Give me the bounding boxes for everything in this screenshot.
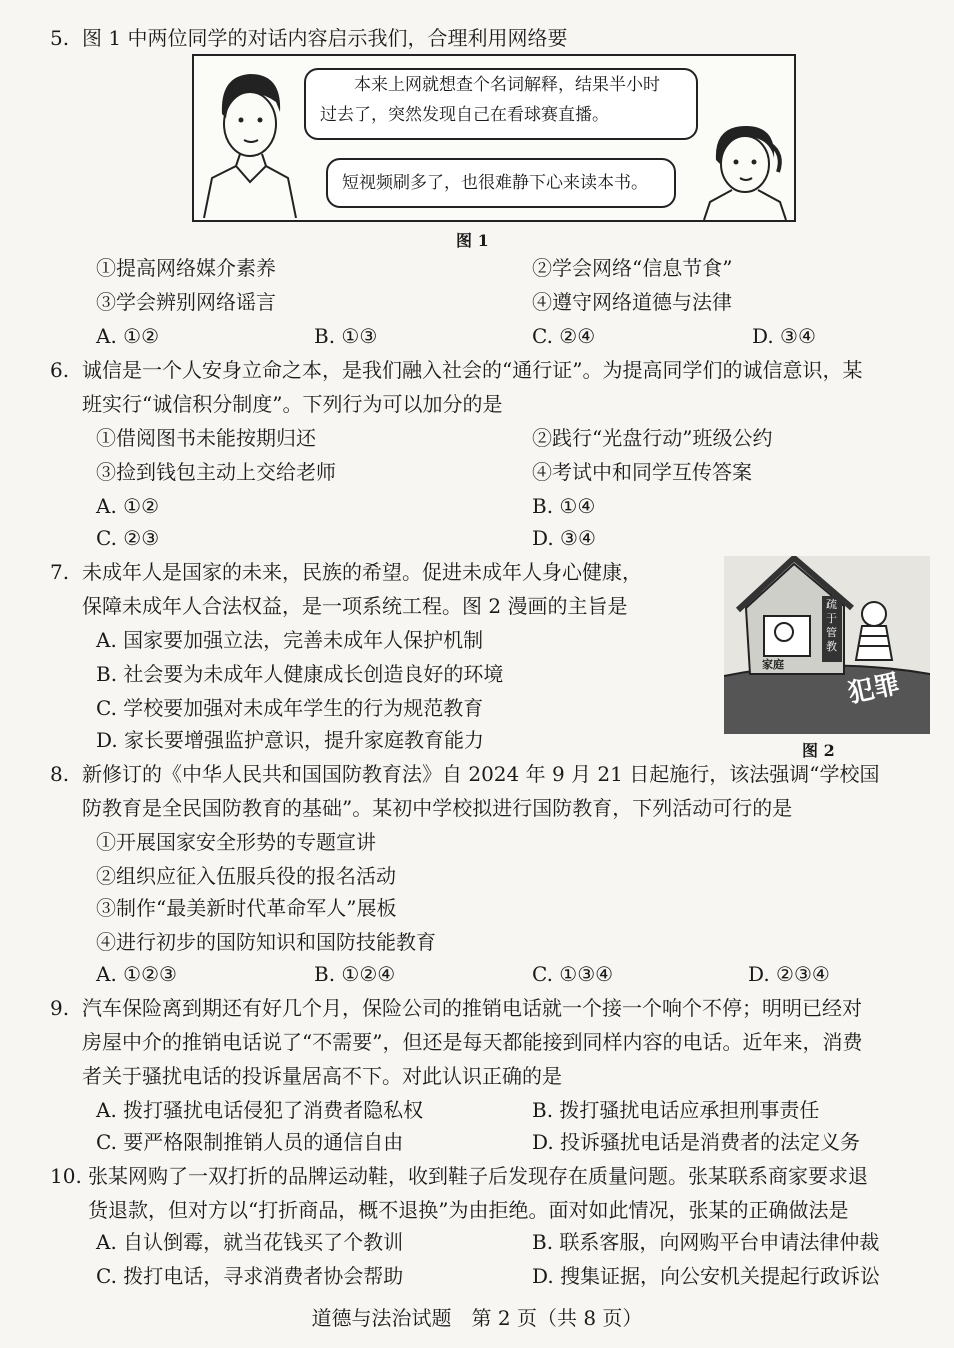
q6-item-3: ③捡到钱包主动上交给老师	[96, 460, 336, 484]
q10-option-b[interactable]: B. 联系客服，向网购平台申请法律仲裁	[532, 1230, 880, 1254]
q8-number: 8.	[50, 762, 70, 786]
q6-number: 6.	[50, 358, 70, 382]
q5-item-1: ①提高网络媒介素养	[96, 256, 276, 280]
q5-item-4: ④遵守网络道德与法律	[532, 290, 732, 314]
q9-stem-line3: 者关于骚扰电话的投诉量居高不下。对此认识正确的是	[82, 1064, 562, 1088]
bubble-boy-line2: 过去了，突然发现自己在看球赛直播。	[320, 105, 609, 125]
q8-stem-line2: 防教育是全民国防教育的基础”。某初中学校拟进行国防教育，下列活动可行的是	[82, 796, 793, 820]
q8-item-2: ②组织应征入伍服兵役的报名活动	[96, 864, 396, 888]
q6-stem-line1: 诚信是一个人安身立命之本，是我们融入社会的“通行证”。为提高同学们的诚信意识，某	[82, 358, 863, 382]
q9-option-b[interactable]: B. 拨打骚扰电话应承担刑事责任	[532, 1098, 820, 1122]
q8-item-4: ④进行初步的国防知识和国防技能教育	[96, 930, 436, 954]
figure-1	[192, 54, 796, 222]
bubble-girl-text: 短视频刷多了，也很难静下心来读本书。	[342, 173, 648, 193]
q6-item-1: ①借阅图书未能按期归还	[96, 426, 316, 450]
q7-option-d[interactable]: D. 家长要增强监护意识，提升家庭教育能力	[96, 728, 485, 752]
q7-option-c[interactable]: C. 学校要加强对未成年学生的行为规范教育	[96, 696, 484, 720]
q9-number: 9.	[50, 996, 70, 1020]
q10-option-c[interactable]: C. 拨打电话，寻求消费者协会帮助	[96, 1264, 404, 1288]
q10-option-d[interactable]: D. 搜集证据，向公安机关提起行政诉讼	[532, 1264, 881, 1288]
q8-option-b[interactable]: B. ①②④	[314, 962, 396, 986]
q5-number: 5.	[50, 26, 70, 50]
q8-option-d[interactable]: D. ②③④	[748, 962, 830, 986]
q7-option-a[interactable]: A. 国家要加强立法，完善未成年人保护机制	[96, 628, 484, 652]
q7-stem-line2: 保障未成年人合法权益，是一项系统工程。图 2 漫画的主旨是	[82, 594, 628, 618]
q5-option-d[interactable]: D. ③④	[752, 324, 816, 348]
q10-stem-line1: 张某网购了一双打折的品牌运动鞋，收到鞋子后发现存在质量问题。张某联系商家要求退	[88, 1164, 868, 1188]
q5-option-c[interactable]: C. ②④	[532, 324, 596, 348]
wall-label: 犯罪	[845, 668, 903, 710]
q5-item-2: ②学会网络“信息节食”	[532, 256, 733, 280]
q10-stem-line2: 货退款，但对方以“打折商品，概不退换”为由拒绝。面对如此情况，张某的正确做法是	[88, 1198, 849, 1222]
q7-number: 7.	[50, 560, 70, 584]
bubble-boy-line1: 本来上网就想查个名词解释，结果半小时	[354, 75, 660, 95]
q6-option-c[interactable]: C. ②③	[96, 526, 160, 550]
q9-option-d[interactable]: D. 投诉骚扰电话是消费者的法定义务	[532, 1130, 861, 1154]
q8-item-3: ③制作“最美新时代革命军人”展板	[96, 896, 397, 920]
boy-illustration	[200, 62, 300, 218]
q6-option-a[interactable]: A. ①②	[96, 494, 160, 518]
q5-option-a[interactable]: A. ①②	[96, 324, 160, 348]
q10-option-a[interactable]: A. 自认倒霉，就当花钱买了个教训	[96, 1230, 404, 1254]
q8-option-a[interactable]: A. ①②③	[96, 962, 177, 986]
speech-bubble-boy	[304, 68, 698, 140]
q6-stem-line2: 班实行“诚信积分制度”。下列行为可以加分的是	[82, 392, 503, 416]
speech-bubble-girl	[326, 158, 676, 208]
q8-option-c[interactable]: C. ①③④	[532, 962, 614, 986]
page-footer: 道德与法治试题 第 2 页（共 8 页）	[311, 1306, 643, 1330]
figure-2-caption: 图 2	[802, 741, 835, 760]
q6-item-2: ②践行“光盘行动”班级公约	[532, 426, 773, 450]
q5-stem: 图 1 中两位同学的对话内容启示我们，合理利用网络要	[82, 26, 568, 50]
q7-stem-line1: 未成年人是国家的未来，民族的希望。促进未成年人身心健康，	[82, 560, 642, 584]
q8-stem-line1: 新修订的《中华人民共和国国防教育法》自 2024 年 9 月 21 日起施行，该法强调“学校国	[82, 762, 880, 786]
q8-item-1: ①开展国家安全形势的专题宣讲	[96, 830, 376, 854]
q9-option-c[interactable]: C. 要严格限制推销人员的通信自由	[96, 1130, 404, 1154]
figure-1-caption: 图 1	[456, 231, 489, 250]
q9-stem-line1: 汽车保险离到期还有好几个月，保险公司的推销电话就一个接一个响个不停；明明已经对	[82, 996, 862, 1020]
figure-2-cartoon	[724, 556, 930, 734]
q6-item-4: ④考试中和同学互传答案	[532, 460, 752, 484]
q9-stem-line2: 房屋中介的推销电话说了“不需要”，但还是每天都能接到同样内容的电话。近年来，消费	[82, 1030, 863, 1054]
q5-item-3: ③学会辨别网络谣言	[96, 290, 276, 314]
sign-label: 疏于管教	[826, 598, 837, 653]
q7-option-b[interactable]: B. 社会要为未成年人健康成长创造良好的环境	[96, 662, 504, 686]
q6-option-b[interactable]: B. ①④	[532, 494, 596, 518]
girl-illustration	[700, 120, 790, 220]
q5-option-b[interactable]: B. ①③	[314, 324, 378, 348]
house-label: 家庭	[762, 658, 784, 671]
q9-option-a[interactable]: A. 拨打骚扰电话侵犯了消费者隐私权	[96, 1098, 424, 1122]
q10-number: 10.	[50, 1164, 82, 1188]
q6-option-d[interactable]: D. ③④	[532, 526, 596, 550]
